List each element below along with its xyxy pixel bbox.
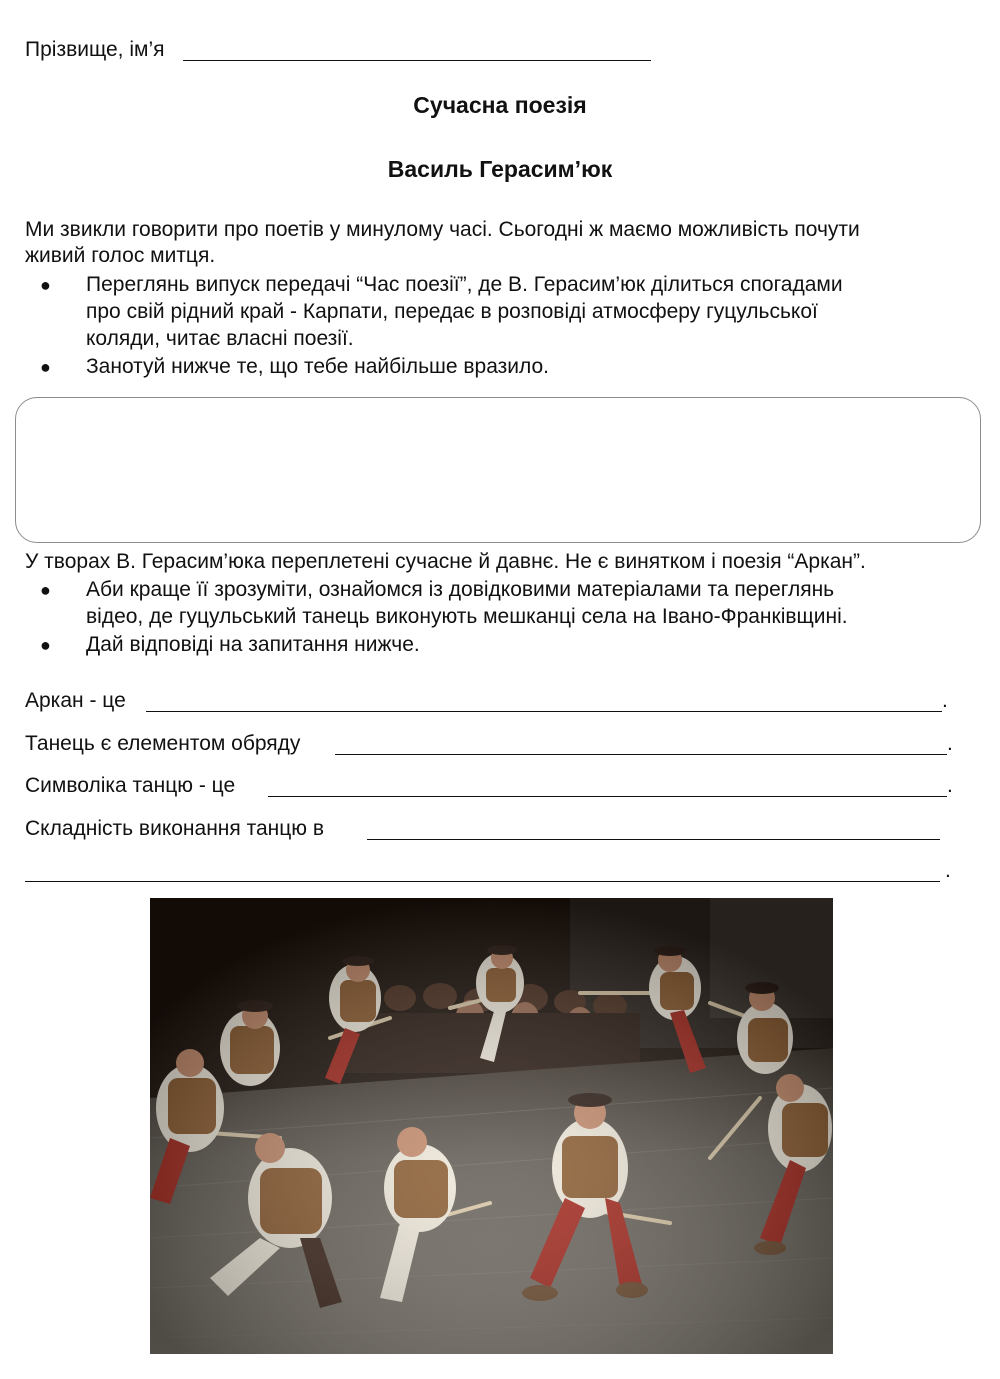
name-blank-line[interactable] (183, 59, 651, 61)
arkan-intro: У творах В. Герасим’юка переплетені сучасне й давнє. Не є винятком і поезія “Аркан”. (25, 550, 866, 573)
bullet-text: про свій рідний край - Карпати, передає в розповіді атмосферу гуцульської (86, 300, 818, 323)
bullet-text: Занотуй нижче те, що тебе найбільше вразило. (86, 355, 550, 378)
answer-line-arkan-is[interactable] (146, 710, 942, 712)
section-title: Сучасна поезія (413, 92, 587, 118)
answer-line-dance-symbolism[interactable] (268, 795, 947, 797)
answer-line-ritual-element[interactable] (335, 753, 947, 755)
bullet-icon: ● (40, 357, 51, 377)
question-end-mark: . (947, 732, 953, 755)
answer-line-dance-difficulty[interactable] (367, 838, 940, 840)
intro-line-2: живий голос митця. (25, 244, 216, 267)
bullet-text: Дай відповіді на запитання нижче. (86, 633, 420, 656)
name-label: Прізвище, ім’я (25, 38, 165, 61)
answer-line-continuation[interactable] (25, 880, 940, 882)
bullet-icon: ● (40, 275, 51, 295)
bullet-text: коляди, читає власні поезії. (86, 327, 354, 350)
question-end-mark: . (945, 859, 951, 882)
author-title: Василь Герасим’юк (387, 156, 613, 182)
bullet-text: Переглянь випуск передачі “Час поезії”, де В. Герасим’юк ділиться спогадами (86, 273, 843, 296)
bullet-icon: ● (40, 635, 51, 655)
question-dance-difficulty: Складність виконання танцю в (25, 817, 325, 840)
hutsul-arkan-dance-photo (150, 898, 833, 1354)
intro-line-1: Ми звикли говорити про поетів у минулому часі. Сьогодні ж маємо можливість почути (25, 218, 860, 241)
question-end-mark: . (942, 689, 948, 712)
bullet-icon: ● (40, 580, 51, 600)
question-dance-symbolism: Символіка танцю - це (25, 774, 236, 797)
bullet-text: Аби краще її зрозуміти, ознайомся із довідковими матеріалами та переглянь (86, 578, 835, 601)
question-ritual-element: Танець є елементом обряду (25, 732, 301, 755)
question-end-mark: . (947, 774, 953, 797)
bullet-text: відео, де гуцульський танець виконують мешканці села на Івано-Франківщині. (86, 605, 848, 628)
impressions-answer-box[interactable] (15, 397, 981, 543)
question-arkan-is: Аркан - це (25, 689, 126, 712)
dance-photo-icon (150, 898, 833, 1354)
